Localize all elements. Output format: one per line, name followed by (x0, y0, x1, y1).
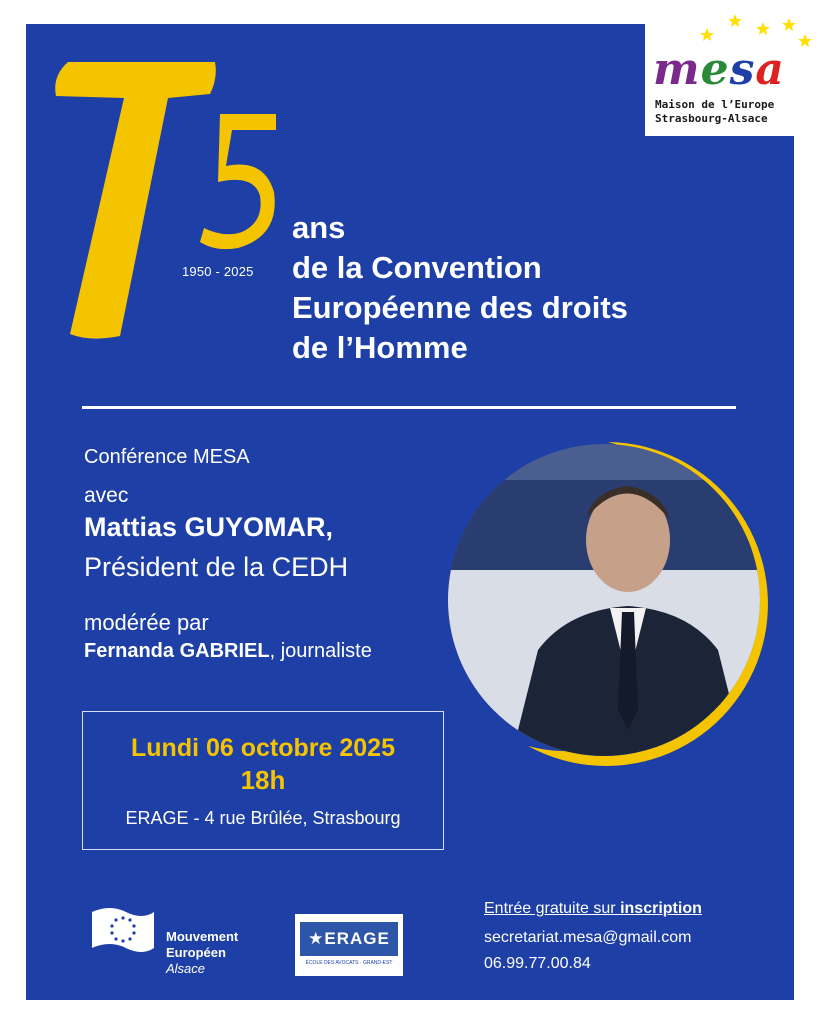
mesa-logo (645, 8, 819, 136)
registration-link[interactable] (484, 900, 702, 918)
moderator (84, 640, 372, 663)
contact-email[interactable]: secretariat.mesa@gmail.com (484, 929, 692, 946)
event-venue: ERAGE - 4 rue Brûlée, Strasbourg (125, 808, 401, 828)
with-label: avec (84, 484, 129, 507)
mouvement-europeen-label (166, 929, 238, 977)
registration-bold: inscription (620, 900, 702, 917)
erage-subtitle: ÉCOLE DES AVOCATS · GRAND-EST (305, 960, 393, 966)
headline-line-2: de la Convention (292, 250, 542, 285)
mesa-subtitle-line-2: Strasbourg-Alsace (655, 112, 768, 125)
moderator-role: , journaliste (269, 640, 372, 662)
event-details-box (82, 711, 444, 850)
mesa-subtitle (655, 98, 774, 126)
erage-name: ERAGE (324, 929, 390, 948)
divider (82, 406, 736, 409)
speaker-name: Mattias GUYOMAR, (84, 512, 334, 542)
headline-line-3: Européenne des droits (292, 290, 628, 325)
erage-wordmark: ★ERAGE (300, 922, 398, 956)
event-date: Lundi 06 octobre 2025 (131, 734, 395, 762)
moderated-label: modérée par (84, 610, 209, 635)
mouvement-europeen-flag-icon (90, 904, 156, 954)
years-range: 1950 - 2025 (182, 264, 254, 279)
mvt-line-1: Mouvement (166, 929, 239, 944)
event-type: Conférence MESA (84, 446, 250, 468)
headline (292, 208, 752, 368)
speaker-photo (448, 440, 788, 770)
five-numeral (194, 112, 280, 252)
headline-line-4: de l’Homme (292, 330, 468, 365)
event-time: 18h (240, 765, 286, 795)
contact-phone[interactable]: 06.99.77.00.84 (484, 955, 591, 972)
mesa-subtitle-line-1: Maison de l’Europe (655, 98, 775, 111)
registration-prefix: Entrée gratuite sur (484, 900, 621, 917)
headline-line-1: ans (292, 210, 346, 245)
moderator-name: Fernanda GABRIEL (84, 640, 270, 662)
erage-logo (295, 914, 403, 976)
speaker-role: Président de la CEDH (84, 552, 349, 582)
mvt-line-2: Européen (166, 945, 226, 960)
mesa-wordmark: mesa (653, 44, 785, 95)
mvt-line-3: Alsace (166, 961, 206, 976)
